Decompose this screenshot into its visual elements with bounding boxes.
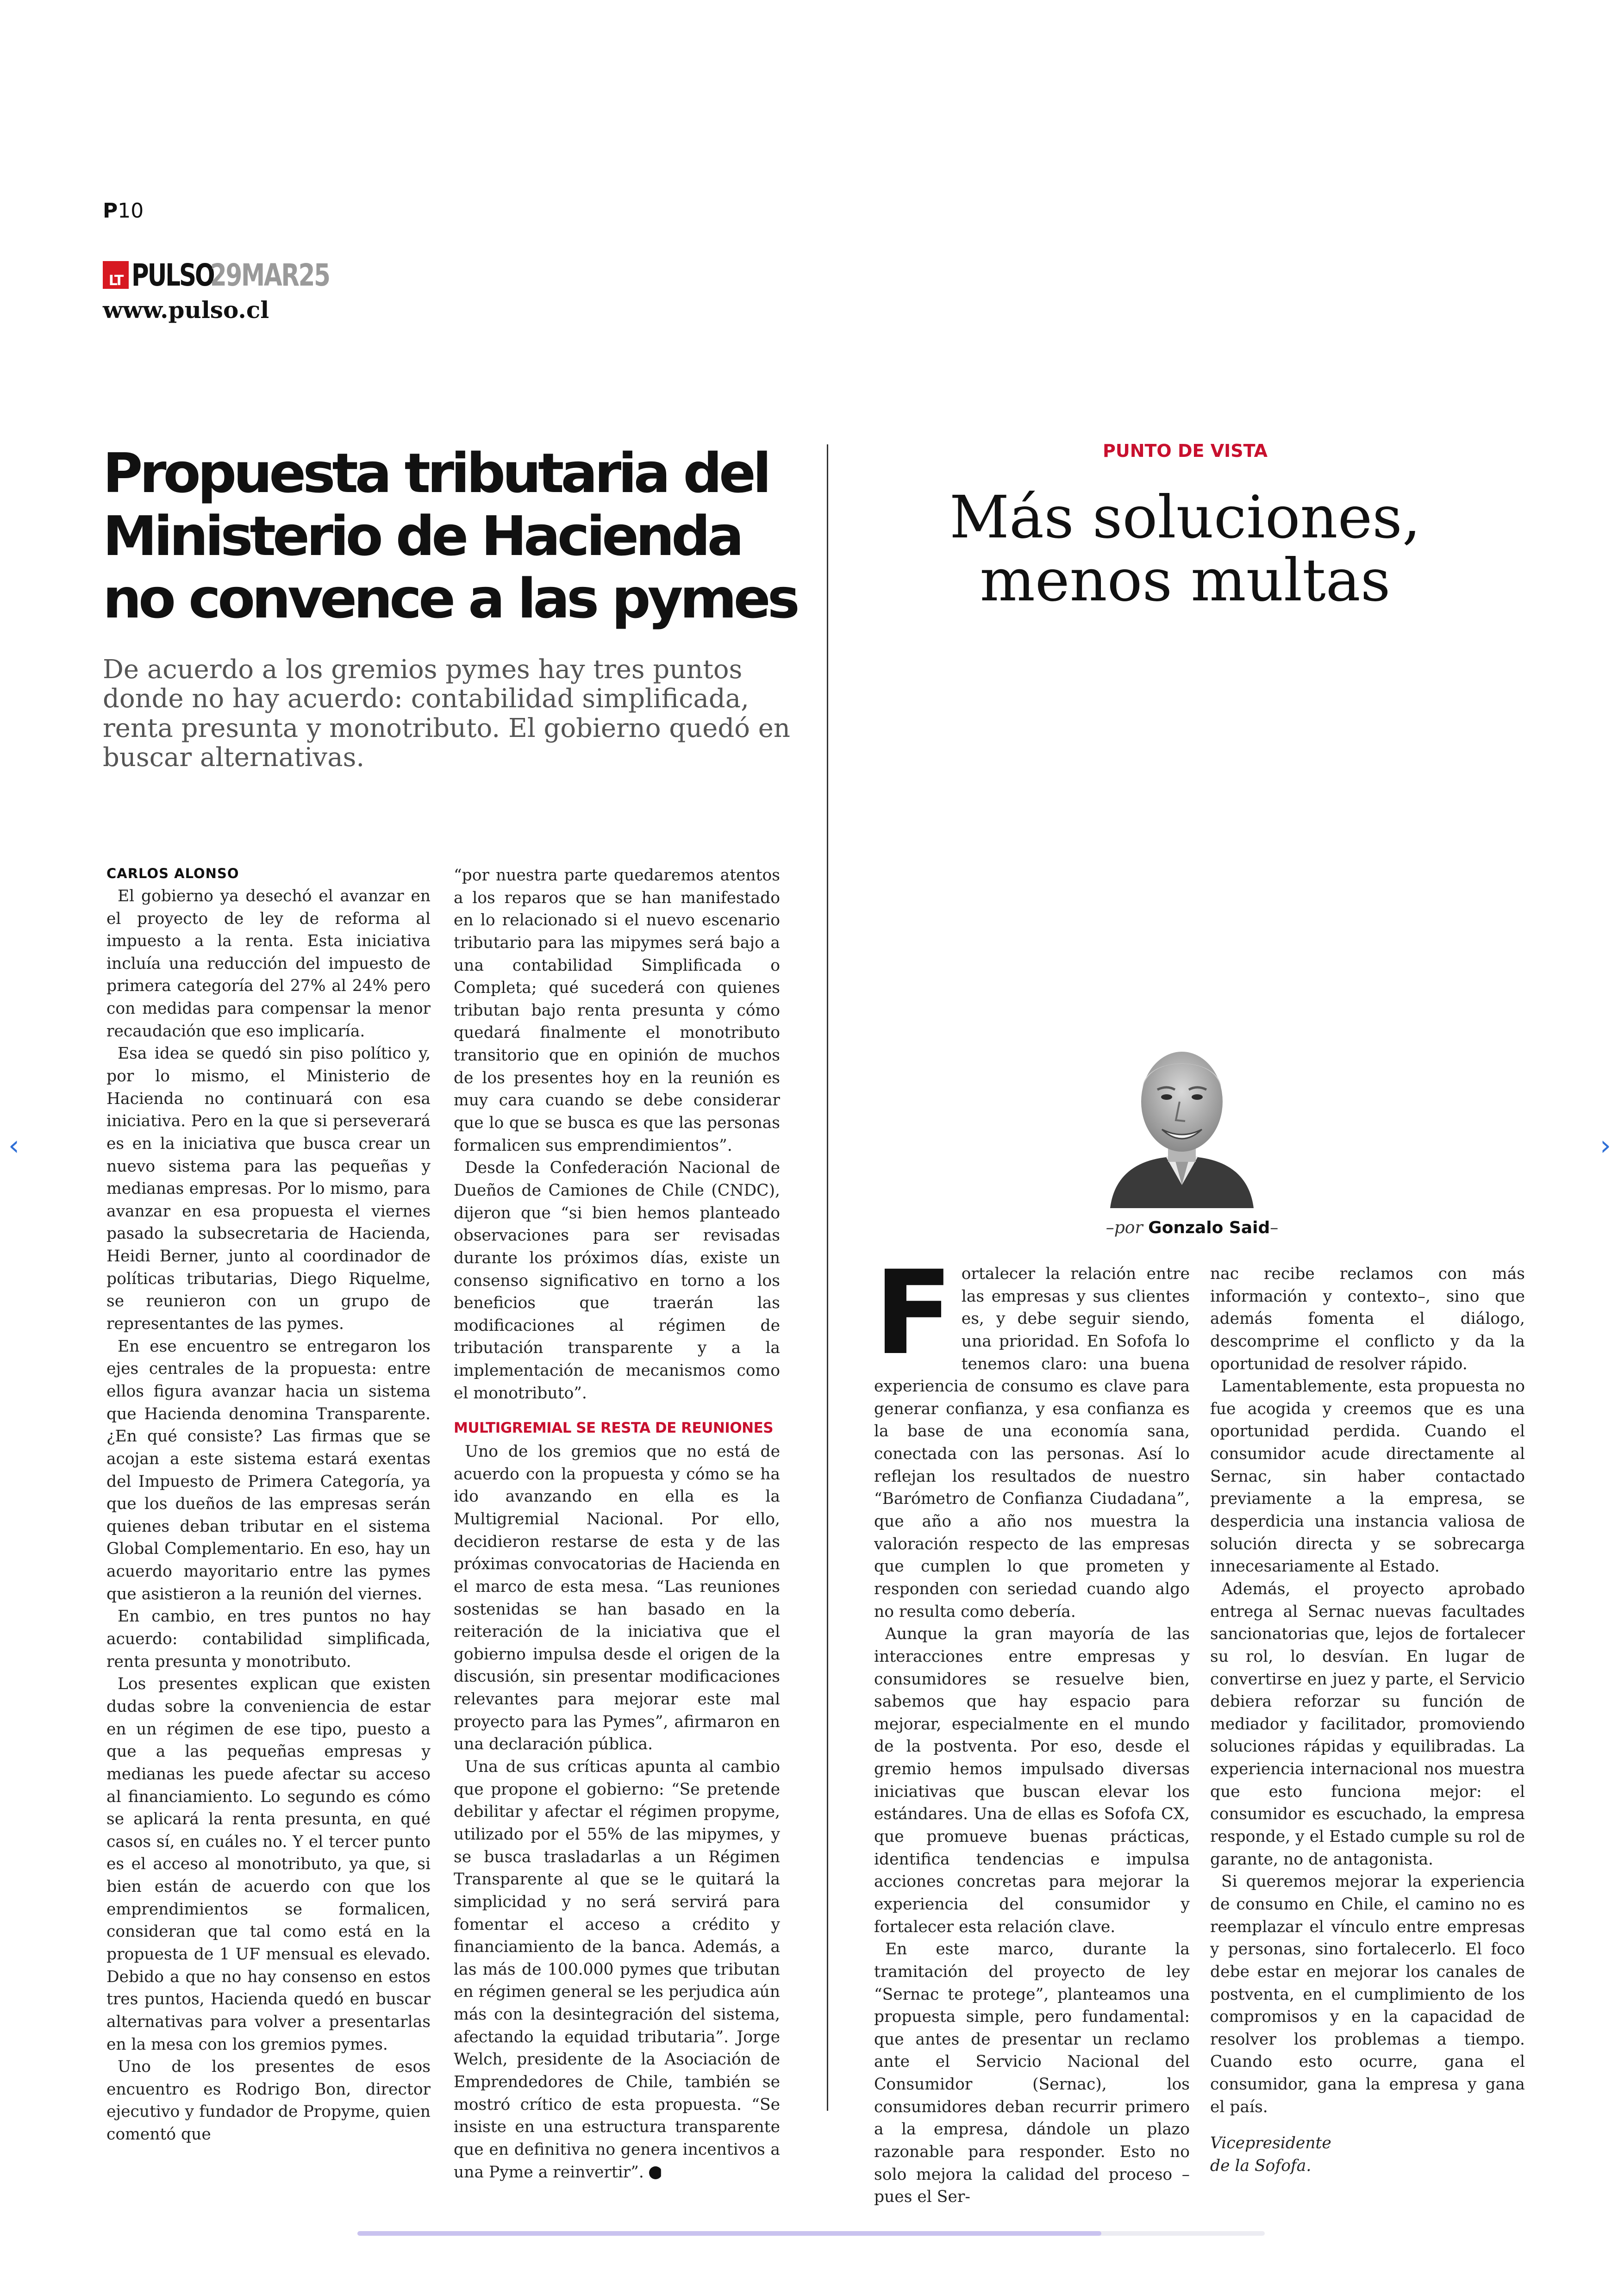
- article-column-2: [454, 864, 780, 2183]
- end-mark-icon: P: [649, 2166, 662, 2179]
- article-subhead: MULTIGREMIAL SE RESTA DE REUNIONES: [454, 1420, 774, 1437]
- opinion-author: –por Gonzalo Said–: [1106, 1218, 1279, 1237]
- article-column-1: [106, 864, 431, 2146]
- paragraph: En este marco, durante la tramitación del proyecto de ley “Sernac te protege”, planteamos una propuesta simple, pero fundamental: que antes de presentar un reclamo ante el Servicio Nacional del Consumidor (Sernac), los consumidores deban recurrir primero a la empresa, dándole un plazo razonable para responder. Esto no solo mejora la calidad del proceso –pues el Ser-: [874, 1940, 1190, 2207]
- opinion-column-2: [1210, 1263, 1525, 2177]
- scrollbar-thumb[interactable]: [357, 2231, 1101, 2236]
- page-scrollbar[interactable]: [357, 2231, 1265, 2236]
- drop-cap: F: [874, 1246, 953, 1380]
- paragraph: Aunque la gran mayoría de las interacciones entre empresas y consumidores se resuelve bien, sabemos que hay espacio para mejorar, especialmente en el mundo de la postventa. Por eso, desde el gremio hemos impulsado diversas iniciativas que buscan elevar los estándares. Una de ellas es Sofofa CX, que promueve buenas prácticas, identifica tendencias e impulsa acciones concretas para mejorar la experiencia del consumidor y fortalecer esta relación clave.: [874, 1625, 1190, 1936]
- paragraph: Fortalecer la relación entre las empresas y sus clientes es, y debe seguir siendo, una prioridad. En Sofofa lo tenemos claro: una buena experiencia de consumo es clave para generar confianza, y esa confianza es la base de una economía sana, conectada con las personas. Así lo reflejan los resultados de nuestro “Barómetro de Confianza Ciudadana”, que año a año nos muestra la valoración respecto de las empresas que cumplen lo que prometen y responden con seriedad cuando algo no resulta como debería.: [874, 1246, 1190, 1621]
- brand-name: PULSO: [131, 257, 214, 293]
- next-page-chevron-icon[interactable]: ›: [1600, 1129, 1611, 1162]
- paragraph: Uno de los gremios que no está de acuerdo con la propuesta y cómo se ha ido avanzando en ella es la Multigremial Nacional. Por ello, decidieron restarse de esta y de las próximas convocatorias de Hacienda en el marco de esta mesa. “Las reuniones sostenidas se han basado en la reiteración de la iniciativa que el gobierno impulsa desde el origen de la discusión, sin presentar modificaciones relevantes para mejorar este mal proyecto para las Pymes”, afirmaron en una declaración pública.: [454, 1442, 780, 1754]
- article-byline: CARLOS ALONSO: [106, 866, 239, 881]
- opinion-title: Más soluciones, menos multas: [949, 483, 1421, 615]
- paragraph: En cambio, en tres puntos no hay acuerdo: contabilidad simplificada, renta presunta y monotributo.: [106, 1607, 431, 1671]
- paragraph: Además, el proyecto aprobado entrega al Sernac nuevas facultades sancionatorias que, lejos de fortalecer su rol, lo desvían. En lugar de convertirse en juez y parte, el Servicio debiera reforzar su función de mediador y facilitador, promoviendo soluciones rápidas y equilibradas. La experiencia internacional nos muestra que esto funciona mejor: el consumidor es escuchado, la empresa responde, y el Estado cumple su rol de garante, no de antagonista.: [1210, 1579, 1525, 1869]
- masthead: [103, 257, 363, 293]
- paragraph: Una de sus críticas apunta al cambio que propone el gobierno: “Se pretende debilitar y afectar el régimen propyme, utilizado por el 55% de las mipymes, y se busca trasladarlas a un Régimen Transparente al que se le quitará la simplicidad y no será servirá para fomentar el acceso a crédito y financiamiento de la banca. Además, a las más de 100.000 pymes que tributan en régimen general se les perjudica aún más con la desintegración del sistema, afectando la equidad tributaria”. Jorge Welch, presidente de la Asociación de Emprendedores de Chile, también se mostró crítico de esta propuesta. “Se insiste en una estructura transparente que en definitiva no genera incentivos a una Pyme a reinvertir”. P: [454, 1758, 780, 2182]
- paragraph: Los presentes explican que existen dudas sobre la conveniencia de estar en un régimen de ese tipo, puesto a que a las pequeñas empresas y medianas les puede afectar su acceso al financiamiento. Lo segundo es cómo se aplicará la renta presunta, en qué casos sí, en cuáles no. Y el tercer punto es el acceso al monotributo, ya que, si bien están de acuerdo con que los emprendimientos se formalicen, consideran que tal como está en la propuesta de 1 UF mensual es elevado. Debido a que no hay consenso en estos tres puntos, Hacienda quedó en buscar alternativas para volver a presentarlas en la mesa con los gremios pymes.: [106, 1675, 431, 2054]
- paragraph: nac recibe reclamos con más información y contexto–, sino que además fomenta el diálogo, descomprime el conflicto y da la oportunidad de resolver rápido.: [1210, 1265, 1525, 1373]
- paragraph: Si queremos mejorar la experiencia de consumo en Chile, el camino no es reemplazar el vínculo entre empresas y personas, sino fortalecerlo. El foco debe estar en mejorar los canales de postventa, en el cumplimiento de los compromisos y en la capacidad de resolver los problemas a tiempo. Cuando esto ocurre, gana el consumidor, gana la empresa y gana el país.: [1210, 1872, 1525, 2116]
- opinion-column-1: [874, 1246, 1190, 2208]
- paragraph: El gobierno ya desechó el avanzar en el proyecto de ley de reforma al impuesto a la renta. Esta iniciativa incluía una reducción del impuesto de primera categoría del 27% al 24% pero con medidas para compensar la menor recaudación que eso implicaría.: [106, 886, 431, 1041]
- previous-page-chevron-icon[interactable]: ‹: [8, 1129, 19, 1162]
- column-divider: [827, 444, 828, 2111]
- author-portrait: [1106, 1032, 1258, 1208]
- lt-logo: LT: [103, 261, 129, 289]
- author-signature: Vicepresidente de la Sofofa.: [1210, 2134, 1331, 2175]
- issue-date: 29MAR25: [210, 257, 330, 293]
- article-deck: De acuerdo a los gremios pymes hay tres puntos donde no hay acuerdo: contabilidad simplificada, renta presunta y monotributo. El gobierno quedó en buscar alternativas.: [103, 655, 790, 773]
- paragraph: Lamentablemente, esta propuesta no fue acogida y creemos que es una oportunidad perdida. Cuando el consumidor acude directamente al Sernac, sin haber contactado previamente a la empresa, se desperdicia una instancia valiosa de solución directa y se sobrecarga innecesariamente al Estado.: [1210, 1377, 1525, 1576]
- site-url: www.pulso.cl: [103, 296, 269, 324]
- paragraph: Uno de los presentes de esos encuentro es Rodrigo Bon, director ejecutivo y fundador de Propyme, quien comentó que: [106, 2058, 431, 2144]
- paragraph: “por nuestra parte quedaremos atentos a los reparos que se han manifestado en lo relacionado si el nuevo escenario tributario para las mipymes será bajo a una contabilidad Simplificada o Completa; qué sucederá con quienes tributan bajo renta presunta y cómo quedará finalmente el monotributo transitorio que en opinión de muchos de los presentes hoy en la reunión es muy cara cuando se debe considerar que lo que se busca es que las personas formalicen sus emprendimientos”.: [454, 866, 780, 1155]
- page-number: P10: [103, 199, 144, 223]
- paragraph: Esa idea se quedó sin piso político y, por lo mismo, el Ministerio de Hacienda no continuará con esa iniciativa. Pero en la que si perseverará es en la iniciativa que busca crear un nuevo sistema para las pequeñas y medianas empresas. Por lo mismo, para avanzar en esa propuesta el viernes pasado la subsecretaria de Hacienda, Heidi Berner, junto al coordinador de políticas tributarias, Diego Riquelme, se reunieron con un grupo de representantes de las pymes.: [106, 1044, 431, 1334]
- article-headline: Propuesta tributaria del Ministerio de Hacienda no convence a las pymes: [103, 441, 797, 631]
- section-kicker: PUNTO DE VISTA: [1103, 441, 1268, 461]
- paragraph: En ese encuentro se entregaron los ejes centrales de la propuesta: entre ellos figura avanzar hacia un sistema que Hacienda denomina Transparente. ¿En qué consiste? Las firmas que se acojan a este sistema estará exentas del Impuesto de Primera Categoría, ya que los dueños de las empresas serán quienes deban tributar en el sistema Global Complementario. En eso, hay un acuerdo mayoritario entre las pymes que asistieron a la reunión del viernes.: [106, 1337, 431, 1603]
- paragraph: Desde la Confederación Nacional de Dueños de Camiones de Chile (CNDC), dijeron que “si bien hemos planteado observaciones para ser revisadas durante los próximos días, existe un consenso significativo en torno a los beneficios que traerán las modificaciones al régimen de tributación transparente y a la implementación de mecanismos como el monotributo”.: [454, 1159, 780, 1403]
